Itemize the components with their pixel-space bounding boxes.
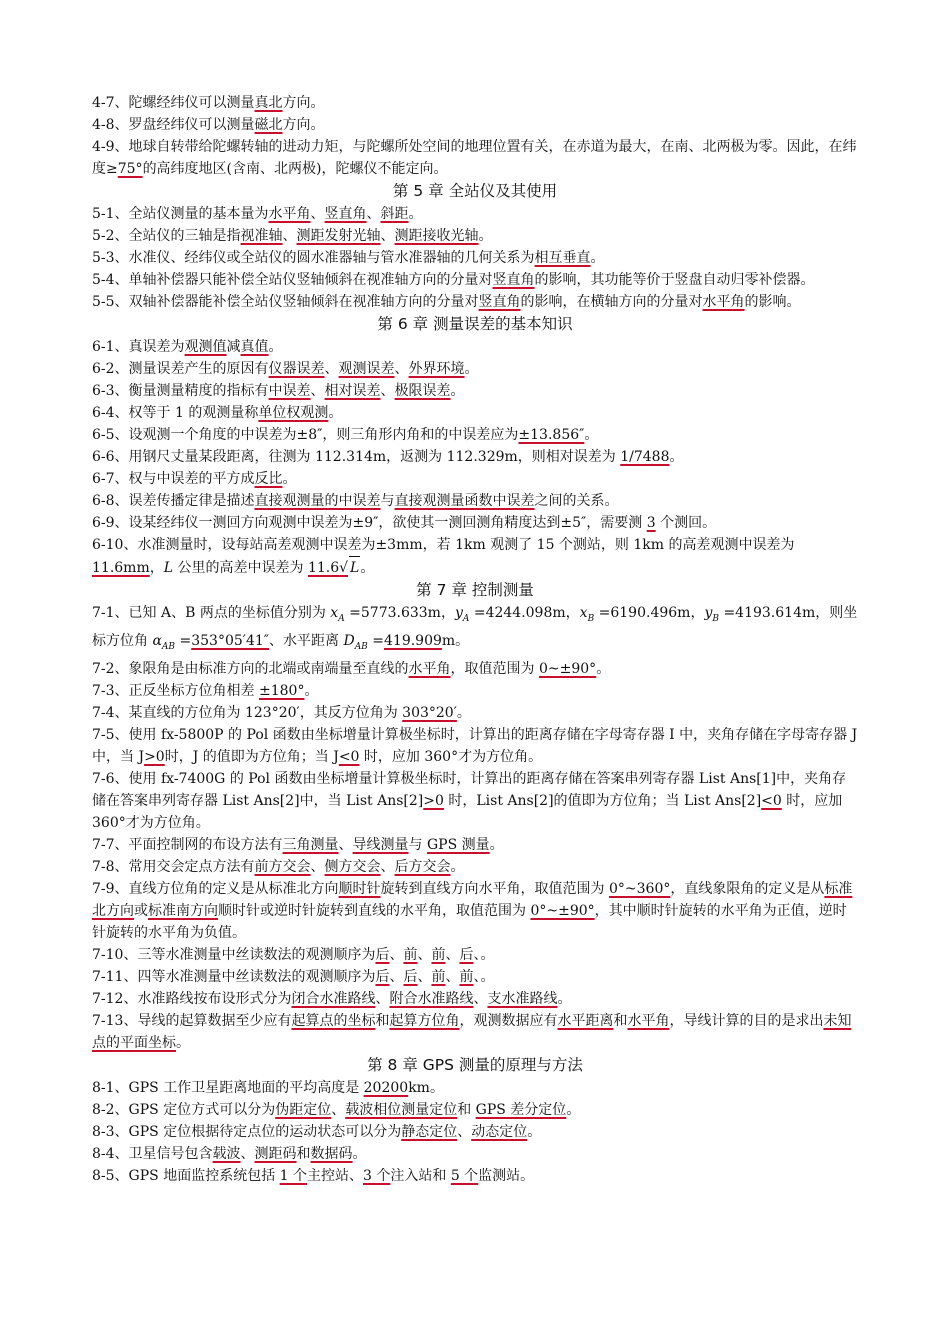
text-segment: ，直线象限角的定义是从 xyxy=(670,881,825,897)
text-segment: = xyxy=(175,633,192,649)
text-segment: 减 xyxy=(226,339,241,355)
text-segment: 。 xyxy=(304,683,319,699)
answer-blank: 顺时针 xyxy=(338,881,381,897)
question-line xyxy=(92,966,858,988)
text-segment: ，取值范围为 xyxy=(450,661,539,677)
question-line xyxy=(92,225,858,247)
question-line xyxy=(92,269,858,291)
text-segment: 。 xyxy=(464,361,479,377)
text-segment: =6190.496m， xyxy=(594,605,705,621)
question-line xyxy=(92,602,858,658)
question-line xyxy=(92,1165,858,1187)
text-segment: 、。 xyxy=(473,947,495,963)
text-segment: 。 xyxy=(450,859,465,875)
text-segment: 。 xyxy=(596,661,611,677)
text-segment: 7-7、平面控制网的布设方法有 xyxy=(92,837,283,853)
text-segment: 。 xyxy=(282,471,297,487)
question-line xyxy=(92,247,858,269)
answer-blank: 导线测量 xyxy=(352,837,409,853)
answer-blank: 353°05′41″ xyxy=(191,633,269,649)
text-segment: 6-4、权等于 1 的观测量称 xyxy=(92,405,259,421)
text-segment: 、。 xyxy=(473,969,495,985)
answer-blank: 后方交会 xyxy=(394,859,451,875)
text-segment: 。 xyxy=(450,383,465,399)
text-segment: 7-11、四等水准测量中丝读数法的观测顺序为 xyxy=(92,969,376,985)
answer-blank: 测距发射光轴 xyxy=(296,228,381,244)
text-segment: 4-8、罗盘经纬仪可以测量 xyxy=(92,117,255,133)
text-segment: 与 xyxy=(408,837,427,853)
question-line xyxy=(92,380,858,402)
text-segment: 旋转到直线方向水平角，取值范围为 xyxy=(380,881,609,897)
answer-blank: 极限误差 xyxy=(394,383,451,399)
math-symbol: x xyxy=(579,605,588,621)
question-line xyxy=(92,114,858,136)
answer-blank: 直接观测量函数中误差 xyxy=(394,493,535,509)
text-segment: 和 xyxy=(457,1102,476,1118)
answer-blank: <0 xyxy=(761,793,782,809)
text-segment: 、 xyxy=(389,947,404,963)
question-line xyxy=(92,658,858,680)
answer-blank: 20200 xyxy=(363,1080,409,1096)
question-line xyxy=(92,944,858,966)
subscript: B xyxy=(712,614,719,624)
answer-blank: 后 xyxy=(459,947,474,963)
chapter-heading: 第 6 章 测量误差的基本知识 xyxy=(377,315,573,333)
text-segment: 6-8、误差传播定律是描述 xyxy=(92,493,255,509)
text-segment: 7-9、直线方位角的定义是从标准北方向 xyxy=(92,881,339,897)
text-segment: 。 xyxy=(669,449,684,465)
answer-blank: 303°20′ xyxy=(402,705,457,721)
text-segment: 和 xyxy=(296,1146,311,1162)
text-segment: 。 xyxy=(456,705,471,721)
math-symbol: α xyxy=(152,633,162,649)
text-segment: 、 xyxy=(473,991,488,1007)
text-segment: 。 xyxy=(408,206,423,222)
text-segment: 、 xyxy=(366,206,381,222)
answer-blank: 仪器误差 xyxy=(268,361,325,377)
text-segment: 或 xyxy=(134,903,148,919)
text-segment: 6-10、水准测量时，设每站高差观测中误差为±3mm，若 1km 观测了 15 个测站，则 1km 的高差观测中误差为 xyxy=(92,537,795,553)
answer-blank: 单位权观测 xyxy=(258,405,329,421)
subscript: AB xyxy=(354,642,368,652)
subscript: A xyxy=(462,614,470,624)
answer-blank: 前 xyxy=(431,969,446,985)
answer-blank: 11.6 xyxy=(307,560,340,576)
question-line xyxy=(92,680,858,702)
answer-blank: 419.909 xyxy=(384,633,442,649)
text-segment: 8-4、卫星信号包含 xyxy=(92,1146,213,1162)
text-segment: ，导线计算的目的是求出 xyxy=(669,1013,824,1029)
math-symbol: D xyxy=(343,633,355,649)
text-segment: 7-4、某直线的方位角为 123°20′，其反方位角为 xyxy=(92,705,403,721)
question-line xyxy=(92,203,858,225)
text-segment: 。 xyxy=(527,1124,542,1140)
question-line xyxy=(92,768,858,834)
answer-blank: 0°~±90° xyxy=(530,903,595,919)
question-line xyxy=(92,834,858,856)
answer-blank: 后 xyxy=(403,969,418,985)
text-segment: 7-3、正反坐标方位角相差 xyxy=(92,683,259,699)
math-symbol: y xyxy=(454,605,463,621)
answer-blank: <0 xyxy=(338,749,360,765)
answer-blank: 75° xyxy=(117,161,143,177)
answer-blank: 起算方位角 xyxy=(389,1013,460,1029)
math-symbol: L xyxy=(163,560,174,576)
text-segment: 、 xyxy=(417,969,432,985)
text-segment: 和 xyxy=(375,1013,390,1029)
text-segment: ， xyxy=(149,560,164,576)
answer-blank: 水平角 xyxy=(408,661,451,677)
answer-blank: 标准北方向 xyxy=(92,881,853,919)
math-symbol: x xyxy=(330,605,339,621)
chapter-heading: 第 8 章 GPS 测量的原理与方法 xyxy=(367,1056,583,1074)
question-line xyxy=(92,878,858,944)
text-segment: 6-3、衡量测量精度的指标有 xyxy=(92,383,269,399)
text-segment: =5773.633m， xyxy=(344,605,455,621)
answer-blank: 水平距离 xyxy=(557,1013,614,1029)
text-segment: 、 xyxy=(380,383,395,399)
question-line xyxy=(92,702,858,724)
question-line xyxy=(92,856,858,878)
text-segment: 8-3、GPS 定位根据待定点位的运动状态可以分为 xyxy=(92,1124,402,1140)
answer-blank: 相互垂直 xyxy=(534,250,591,266)
answer-blank: 前 xyxy=(459,969,474,985)
answer-blank: 支水准路线 xyxy=(487,991,558,1007)
question-line xyxy=(92,291,858,313)
text-segment: 的高纬度地区(含南、北两极)，陀螺仪不能定向。 xyxy=(142,161,448,177)
answer-blank: 载波 xyxy=(212,1146,241,1162)
text-segment: 5-5、双轴补偿器能补偿全站仪竖轴倾斜在视准轴方向的分量对 xyxy=(92,294,479,310)
text-segment: 、 xyxy=(417,947,432,963)
answer-blank: 侧方交会 xyxy=(324,859,381,875)
question-line xyxy=(92,92,858,114)
answer-blank: 5 个 xyxy=(450,1168,479,1184)
text-segment: 、 xyxy=(240,1146,255,1162)
answer-blank: 附合水准路线 xyxy=(389,991,474,1007)
chapter-heading: 第 5 章 全站仪及其使用 xyxy=(392,182,558,200)
radicand: L xyxy=(349,556,360,579)
text-segment: 注入站和 xyxy=(390,1168,451,1184)
text-segment: 、 xyxy=(380,859,395,875)
sqrt-expression xyxy=(339,560,360,576)
answer-blank: 斜距 xyxy=(380,206,409,222)
text-segment: 的影响，其功能等价于竖盘自动归零补偿器。 xyxy=(534,272,815,288)
answer-blank: 数据码 xyxy=(310,1146,353,1162)
text-segment: 时，J 的值即为方位角；当 J xyxy=(164,749,339,765)
text-segment: 、 xyxy=(375,991,390,1007)
answer-blank: 后 xyxy=(375,969,390,985)
text-segment: 7-8、常用交会定点方法有 xyxy=(92,859,255,875)
question-line xyxy=(92,446,858,468)
answer-blank: 静态定位 xyxy=(401,1124,458,1140)
text-segment: 6-9、设某经纬仪一测回方向观测中误差为±9″，欲使其一测回测角精度达到±5″，需要测 xyxy=(92,515,647,531)
text-segment: 与 xyxy=(380,493,395,509)
text-segment: 。 xyxy=(328,405,343,421)
answer-blank: >0 xyxy=(144,749,165,765)
subscript: A xyxy=(338,614,345,624)
text-segment: 公里的高差中误差为 xyxy=(173,560,308,576)
text-segment: 5-2、全站仪的三轴是指 xyxy=(92,228,241,244)
answer-blank: 三角测量 xyxy=(282,837,339,853)
answer-blank: 竖直角 xyxy=(478,294,521,310)
question-line xyxy=(92,724,858,768)
text-segment: 7-2、象限角是由标准方向的北端或南端量至直线的 xyxy=(92,661,409,677)
answer-blank: 水平角 xyxy=(702,294,745,310)
text-segment: 、 xyxy=(457,1124,472,1140)
question-line xyxy=(92,402,858,424)
text-segment: 个测回。 xyxy=(655,515,717,531)
question-line xyxy=(92,1099,858,1121)
answer-blank: 测距接收光轴 xyxy=(394,228,479,244)
text-segment: 7-12、水准路线按布设形式分为 xyxy=(92,991,292,1007)
answer-blank: 水平角 xyxy=(627,1013,670,1029)
answer-blank: 水平角 xyxy=(268,206,311,222)
question-line xyxy=(92,490,858,512)
text-segment: 、水平距离 xyxy=(269,633,344,649)
text-segment: 5-3、水准仪、经纬仪或全站仪的圆水准器轴与管水准器轴的几何关系为 xyxy=(92,250,535,266)
question-line xyxy=(92,424,858,446)
text-segment: 、 xyxy=(310,383,325,399)
answer-blank: 1 个 xyxy=(279,1168,307,1184)
text-segment: 6-5、设观测一个角度的中误差为±8″，则三角形内角和的中误差应为 xyxy=(92,427,519,443)
question-line xyxy=(92,1010,858,1054)
text-segment: 时，应加 360°才为方位角。 xyxy=(92,793,843,831)
answer-blank: 真北 xyxy=(254,95,283,111)
chapter-heading: 第 7 章 控制测量 xyxy=(416,581,534,599)
subscript: B xyxy=(587,614,595,624)
answer-blank: 动态定位 xyxy=(471,1124,528,1140)
answer-blank: ±180° xyxy=(259,683,305,699)
text-segment: 。 xyxy=(352,1146,367,1162)
answer-blank: 起算点的坐标 xyxy=(291,1013,376,1029)
text-segment: 。 xyxy=(590,250,605,266)
answer-blank: 1/7488 xyxy=(620,449,670,465)
text-segment: 主控站、 xyxy=(307,1168,363,1184)
text-segment: ，观测数据应有 xyxy=(459,1013,558,1029)
text-segment: 4-9、地球自转带给陀螺转轴的进动力矩，与陀螺所处空间的地理位置有关，在赤道为最大，在南、北两极为零。因此，在纬度≥ xyxy=(92,139,857,177)
answer-blank: 载波相位测量定位 xyxy=(345,1102,458,1118)
text-segment: 、 xyxy=(310,206,325,222)
text-segment: 。 xyxy=(566,1102,581,1118)
text-segment: 、 xyxy=(445,969,460,985)
answer-blank: 未知点的平面坐标 xyxy=(92,1013,852,1051)
text-segment: 方向。 xyxy=(282,95,325,111)
answer-blank: 测距码 xyxy=(254,1146,297,1162)
answer-blank: 11.6mm xyxy=(92,560,150,576)
text-segment: 5-4、单轴补偿器只能补偿全站仪竖轴倾斜在视准轴方向的分量对 xyxy=(92,272,493,288)
radical-icon: √ xyxy=(339,560,349,576)
text-segment: 。 xyxy=(478,228,493,244)
question-line xyxy=(92,136,858,180)
answer-blank: 3 xyxy=(646,515,656,531)
text-segment: 7-6、使用 fx-7400G 的 Pol 函数由坐标增量计算极坐标时，计算出的距离存储在答案串列寄存器 List Ans[1]中，夹角存储在答案串列寄存器 List Ans[2]中，当 List Ans[2] xyxy=(92,771,847,809)
text-segment: 监测站。 xyxy=(478,1168,535,1184)
text-segment: 方向。 xyxy=(282,117,325,133)
text-segment: ，其中顺时针旋转的水平角为正值，逆时针旋转的水平角为负值。 xyxy=(92,903,847,941)
answer-blank: 磁北 xyxy=(254,117,283,133)
answer-blank: 闭合水准路线 xyxy=(291,991,376,1007)
answer-blank: GPS 差分定位 xyxy=(475,1102,567,1118)
answer-blank: 直接观测量的中误差 xyxy=(254,493,381,509)
answer-blank: 观测误差 xyxy=(338,361,395,377)
text-segment: 7-13、导线的起算数据至少应有 xyxy=(92,1013,292,1029)
answer-blank: 反比 xyxy=(254,471,283,487)
answer-blank: 后 xyxy=(375,947,390,963)
text-segment: 8-2、GPS 定位方式可以分为 xyxy=(92,1102,276,1118)
text-segment: 、 xyxy=(282,228,297,244)
text-segment: 7-10、三等水准测量中丝读数法的观测顺序为 xyxy=(92,947,376,963)
text-segment: 8-1、GPS 工作卫星距离地面的平均高度是 xyxy=(92,1080,364,1096)
text-segment: 、 xyxy=(310,859,325,875)
text-segment: 、 xyxy=(338,837,353,853)
text-segment: 、 xyxy=(380,228,395,244)
answer-blank: >0 xyxy=(423,793,444,809)
answer-blank: GPS 测量 xyxy=(427,837,490,853)
answer-blank: 0~±90° xyxy=(539,661,597,677)
text-segment: 时，List Ans[2]的值即为方位角；当 List Ans[2] xyxy=(443,793,762,809)
text-segment: 。 xyxy=(489,837,504,853)
text-segment: 7-5、使用 fx-5800P 的 Pol 函数由坐标增量计算极坐标时，计算出的距离存储在字母寄存器 I 中，夹角存储在字母寄存器 J 中，当 J xyxy=(92,727,858,765)
text-segment: 。 xyxy=(557,991,572,1007)
question-line xyxy=(92,336,858,358)
answer-blank: 前方交会 xyxy=(254,859,311,875)
text-segment: 、 xyxy=(331,1102,346,1118)
answer-blank: ±13.856″ xyxy=(518,427,585,443)
text-segment: 的影响，在横轴方向的分量对 xyxy=(520,294,703,310)
question-line xyxy=(92,1077,858,1099)
text-segment: 顺时针或逆时针旋转到直线的水平角，取值范围为 xyxy=(218,903,531,919)
text-segment: 之间的关系。 xyxy=(534,493,619,509)
answer-blank: 3 个 xyxy=(363,1168,391,1184)
text-segment: 和 xyxy=(613,1013,628,1029)
question-line xyxy=(92,1121,858,1143)
question-line xyxy=(92,988,858,1010)
text-segment: 8-5、GPS 地面监控系统包括 xyxy=(92,1168,280,1184)
answer-blank: 标准南方向 xyxy=(148,903,218,919)
text-segment: 6-1、真误差为 xyxy=(92,339,185,355)
answer-blank: 竖直角 xyxy=(324,206,367,222)
answer-blank: 观测值 xyxy=(184,339,227,355)
text-segment: 时，应加 360°才为方位角。 xyxy=(359,749,543,765)
answer-blank: 前 xyxy=(403,947,418,963)
question-line xyxy=(92,512,858,534)
subscript: AB xyxy=(161,642,176,652)
answer-blank: 前 xyxy=(431,947,446,963)
text-segment: 。 xyxy=(268,339,283,355)
answer-blank: 竖直角 xyxy=(492,272,535,288)
question-line xyxy=(92,468,858,490)
text-segment: 、 xyxy=(394,361,409,377)
text-segment: 的影响。 xyxy=(744,294,801,310)
answer-blank: 视准轴 xyxy=(240,228,283,244)
text-segment: 。 xyxy=(360,560,375,576)
text-segment: =4244.098m， xyxy=(469,605,580,621)
text-segment: 7-1、已知 A、B 两点的坐标值分别为 xyxy=(92,605,331,621)
answer-blank: 相对误差 xyxy=(324,383,381,399)
answer-blank: 真值 xyxy=(240,339,269,355)
text-segment: 6-6、用钢尺丈量某段距离，往测为 112.314m，返测为 112.329m，则相对误差为 xyxy=(92,449,621,465)
answer-blank: 0°~360° xyxy=(609,881,671,897)
math-symbol: y xyxy=(704,605,713,621)
text-segment: 。 xyxy=(176,1035,190,1051)
text-segment: 、 xyxy=(389,969,404,985)
text-segment: km。 xyxy=(408,1080,444,1096)
answer-blank: 中误差 xyxy=(268,383,311,399)
text-segment: 。 xyxy=(584,427,599,443)
text-segment: 6-2、测量误差产生的原因有 xyxy=(92,361,269,377)
text-segment: 5-1、全站仪测量的基本量为 xyxy=(92,206,269,222)
text-segment: 、 xyxy=(445,947,460,963)
question-line xyxy=(92,1143,858,1165)
text-segment: 6-7、权与中误差的平方成 xyxy=(92,471,255,487)
text-segment: 、 xyxy=(324,361,339,377)
text-segment: 4-7、陀螺经纬仪可以测量 xyxy=(92,95,255,111)
question-line xyxy=(92,358,858,380)
answer-blank: 外界环境 xyxy=(408,361,465,377)
text-segment: =4193.614m，则坐标方位角 xyxy=(92,605,858,649)
answer-blank: 伪距定位 xyxy=(275,1102,332,1118)
text-segment: = xyxy=(367,633,384,649)
text-segment: m。 xyxy=(441,633,470,649)
question-line xyxy=(92,534,858,579)
